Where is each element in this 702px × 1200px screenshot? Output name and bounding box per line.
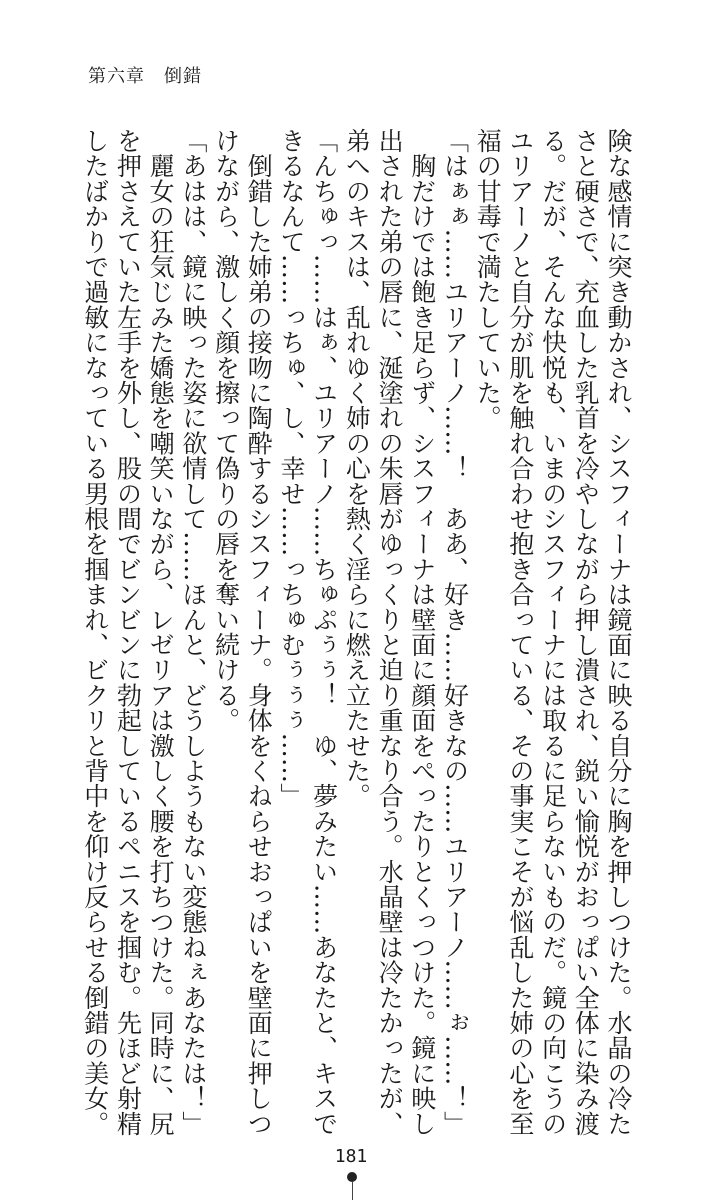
text-line: 麗女の狂気じみた嬌態を嘲笑いながら、レゼリアは激しく腰を打ちつけた。同時に、尻 bbox=[146, 128, 176, 1136]
text-line: 出された弟の唇に、涎塗れの朱唇がゆっくりと迫り重なり合う。水晶壁は冷たかったが、 bbox=[375, 128, 405, 1136]
text-line: 弟へのキスは、乱れゆく姉の心を熱く淫らに燃え立たせた。 bbox=[342, 128, 372, 809]
text-line: 福の甘毒で満たしていた。 bbox=[473, 128, 503, 431]
text-line: 「はぁぁ……ユリアーノ……！ ああ、好き……好きなの……ユリアーノ……ぉ……！」 bbox=[440, 128, 470, 1136]
text-line: 倒錯した姉弟の接吻に陶酔するシスフィーナ。身体をくねらせおっぱいを壁面に押しつ bbox=[244, 128, 274, 1136]
chapter-title: 第六章 倒錯 bbox=[88, 66, 202, 87]
text-line: けながら、激しく顔を擦って偽りの唇を奪い続ける。 bbox=[211, 128, 241, 733]
text-line: 「んちゅっ……はぁ、ユリアーノ……ちゅぷぅぅ！ ゆ、夢みたい……あなたと、キスで bbox=[309, 128, 339, 1136]
text-line: を押さえていた左手を外し、股の間でビンビンに勃起しているペニスを掴む。先ほど射精 bbox=[113, 128, 143, 1136]
vertical-body-text bbox=[74, 128, 634, 1137]
text-line: 胸だけでは飽き足らず、シスフィーナは壁面に顔面をぺったりとくっつけた。鏡に映し bbox=[407, 128, 437, 1136]
page-marker-line bbox=[352, 1182, 353, 1200]
text-line: る。だが、そんな快悦も、いまのシスフィーナには取るに足らないものだ。鏡の向こうの bbox=[538, 128, 568, 1136]
text-line: 険な感情に突き動かされ、シスフィーナは鏡面に映る自分に胸を押しつけた。水晶の冷た bbox=[604, 128, 633, 1137]
text-line: きるなんて……っちゅ、し、幸せ……っちゅむぅぅぅ……」 bbox=[276, 128, 306, 809]
text-line: ユリアーノと自分が肌を触れ合わせ抱き合っている、その事実こそが悩乱した姉の心を至 bbox=[505, 128, 535, 1137]
text-line: したばかりで過敏になっている男根を掴まれ、ビクリと背中を仰け反らせる倒錯の美女。 bbox=[80, 128, 110, 1136]
text-line: さと硬さで、充血した乳首を冷やしながら押し潰され、鋭い愉悦がおっぱい全体に染み渡 bbox=[571, 128, 601, 1137]
text-line: 「あはは、鏡に映った姿に欲情して……ほんと、どうしようもない変態ねぇあなたは！」 bbox=[178, 128, 208, 1136]
page-marker-dot-icon bbox=[347, 1172, 357, 1182]
page-number: 181 bbox=[334, 1146, 368, 1167]
